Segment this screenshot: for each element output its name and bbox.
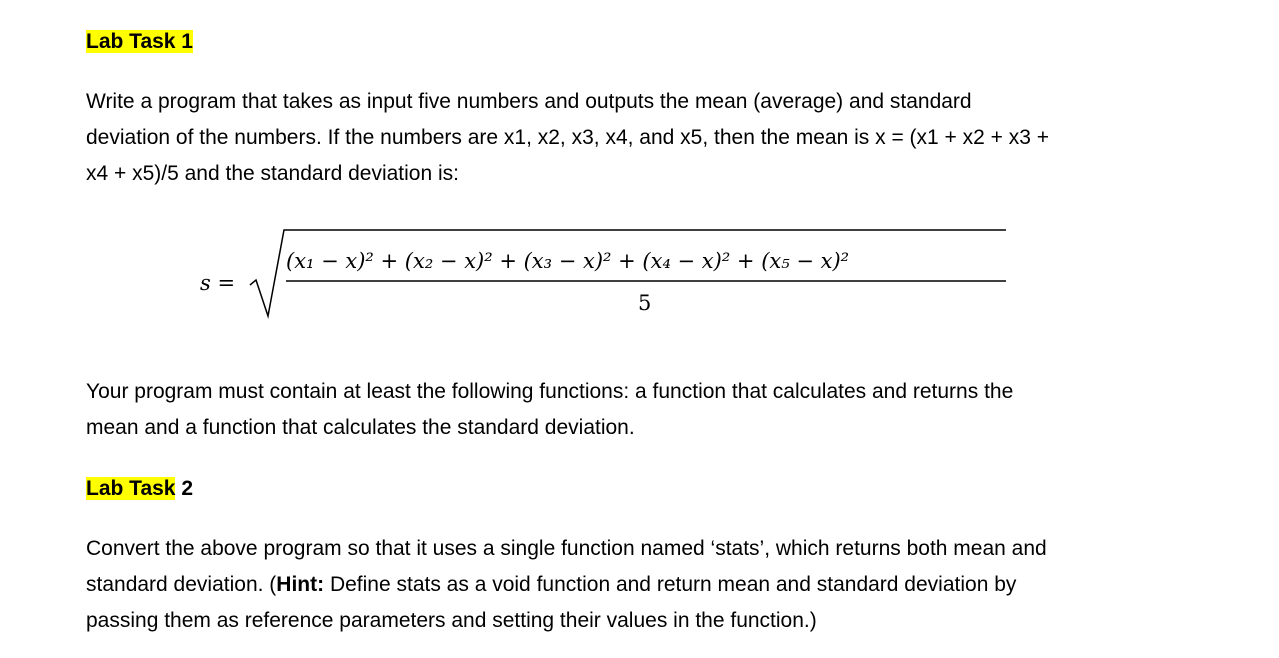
task2-description (86, 531, 1206, 639)
task1-line-2: deviation of the numbers. If the numbers are x1, x2, x3, x4, and x5, then the mean is x = (x1 + x2 + x3 + (86, 126, 1050, 149)
radical-sign (250, 230, 1006, 316)
task1-requirements (86, 374, 1206, 446)
task2-line-3: passing them as reference parameters and setting their values in the function.) (86, 609, 817, 632)
formula-graphic (200, 228, 1020, 328)
task1-line-1: Write a program that takes as input five numbers and outputs the mean (average) and standard (86, 90, 972, 113)
hint-label: Hint: (276, 573, 325, 596)
task1-description (86, 84, 1206, 192)
lab-task-2-heading-number: 2 (181, 477, 194, 500)
lab-task-2-heading-label: Lab Task (86, 477, 176, 500)
task2-line-2-rest: Define stats as a void function and return mean and standard deviation by (324, 573, 1017, 596)
formula-numerator: (x₁ − x)² + (x₂ − x)² + (x₃ − x)² + (x₄ − x)² + (x₅ − x)² (286, 249, 850, 273)
requirements-line-2: mean and a function that calculates the standard deviation. (86, 416, 635, 439)
task1-line-3: x4 + x5)/5 and the standard deviation is: (86, 162, 459, 185)
task2-line-2-prefix: standard deviation. ( (86, 573, 277, 596)
formula-lhs: s = (200, 271, 236, 295)
lab-task-1-heading (86, 28, 193, 56)
standard-deviation-formula (200, 228, 1020, 328)
lab-task-2-heading (86, 475, 193, 503)
requirements-line-1: Your program must contain at least the following functions: a function that calculates and returns the (86, 380, 1014, 403)
task2-line-1: Convert the above program so that it uses a single function named ‘stats’, which returns both mean and (86, 537, 1047, 560)
task2-line-2 (86, 567, 1206, 603)
lab-task-1-heading-text: Lab Task 1 (86, 30, 193, 53)
formula-denominator: 5 (638, 291, 652, 315)
